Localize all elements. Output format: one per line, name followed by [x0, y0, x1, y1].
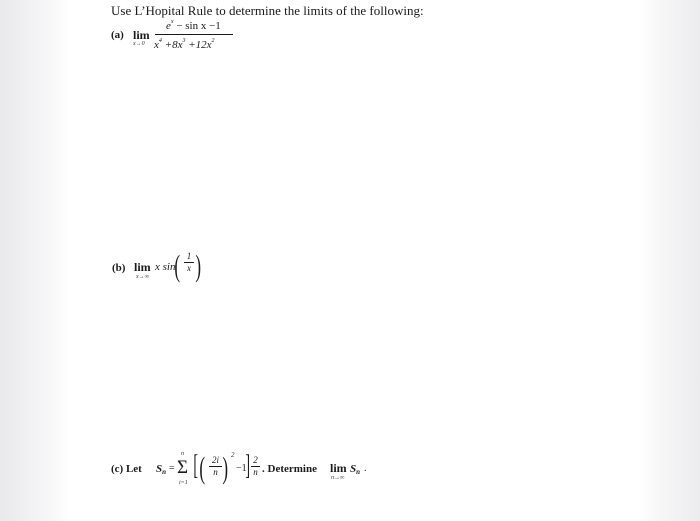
part-c-label: (c) Let: [111, 463, 142, 475]
part-a-label: (a): [111, 29, 124, 41]
part-c-lim: lim: [330, 461, 347, 475]
part-c-determine-text: . Determine: [262, 463, 317, 475]
part-c-sigma-lower: i=1: [179, 480, 188, 486]
part-c-power: 2: [231, 451, 235, 459]
part-c-left-paren: (: [199, 450, 206, 485]
part-c-right-paren: ): [222, 450, 229, 485]
part-b-label: (b): [112, 262, 126, 274]
part-b-lim: lim: [134, 260, 151, 274]
part-c-equals: =: [169, 463, 175, 474]
part-c-left-bracket: [: [193, 450, 198, 481]
instruction-text: Use L’Hopital Rule to determine the limits of the following:: [111, 3, 424, 18]
part-c-sigma-upper: n: [181, 451, 184, 457]
part-c-right-bracket: ]: [245, 450, 250, 481]
part-c-inner-fraction: 2i n: [209, 455, 222, 478]
part-c-outer-fraction: 2 n: [251, 455, 260, 478]
photo-edge-right: [638, 0, 700, 521]
part-c-lim-subscript: n→∞: [331, 475, 345, 481]
part-c-sequence: $S_n$: [156, 463, 167, 476]
part-b-lim-subscript: x→∞: [136, 274, 149, 280]
part-a-numerator: $e^x - \sin x -1$: [166, 19, 221, 32]
part-a-lim-subscript: x→0: [133, 41, 145, 47]
part-c-lim-sequence: $S_n$: [350, 463, 361, 476]
part-c-period: .: [364, 463, 367, 474]
part-b-function: x sin: [155, 261, 176, 273]
part-c-sigma: Σ: [177, 457, 189, 478]
part-a-fraction-bar: [155, 34, 233, 35]
part-a-denominator: $x^4 +8x^3 +12x^2$: [154, 38, 215, 51]
part-c-minus-one: −1: [236, 463, 247, 474]
part-b-right-paren: ): [195, 248, 202, 283]
part-b-left-paren: (: [174, 248, 181, 283]
part-a-lim: lim: [133, 28, 150, 42]
photo-edge-left: [0, 0, 70, 521]
part-b-fraction: 1 x: [184, 251, 194, 274]
